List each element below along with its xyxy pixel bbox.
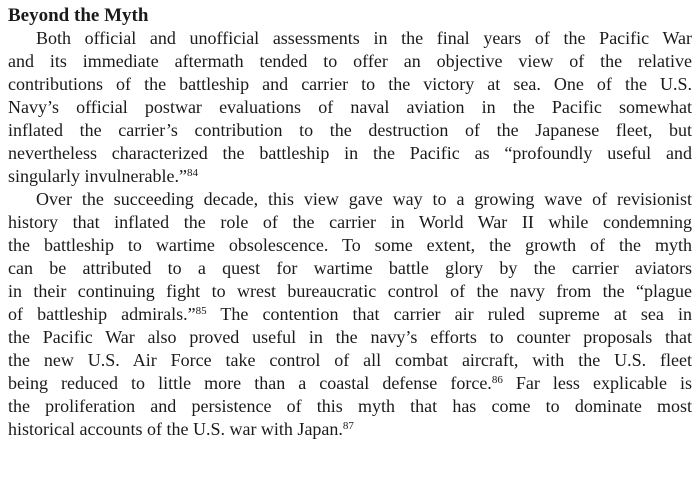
paragraph-1-line: Both official and unofficial assessments in the final years of the Pacific War (36, 28, 692, 48)
footnote-marker-87: 87 (342, 420, 354, 432)
paragraph-2-text: The contention that carrier air ruled supreme at sea in (206, 304, 692, 324)
paragraph-2-text: being reduced to little more than a coastal defense force. (8, 373, 492, 393)
paragraph-1-line: inflated the carrier’s contribution to the destruction of the Japanese fleet, but (8, 120, 692, 140)
paragraph-2-last-line (8, 418, 692, 441)
paragraph-1-text: singularly invulnerable.” (8, 166, 187, 186)
document-page (8, 4, 692, 441)
footnote-marker-84: 84 (186, 167, 198, 179)
paragraph-1-line: and its immediate aftermath tended to offer an objective view of the relative (8, 51, 692, 71)
paragraph-2-line: Over the succeeding decade, this view gave way to a growing wave of revisionist (36, 189, 692, 209)
paragraph-2-line: in their continuing fight to wrest bureaucratic control of the navy from the “plague (8, 281, 692, 301)
paragraph-2-line: the Pacific War also proved useful in the navy’s efforts to counter proposals that (8, 327, 692, 347)
footnote-marker-86: 86 (491, 374, 503, 386)
paragraph-1 (8, 27, 692, 188)
paragraph-2-line: history that inflated the role of the carrier in World War II while condemning (8, 212, 692, 232)
paragraph-2-line: the battleship to wartime obsolescence. To some extent, the growth of the myth (8, 235, 692, 255)
section-heading: Beyond the Myth (8, 5, 149, 26)
paragraph-2-line (8, 372, 692, 395)
paragraph-2-text: historical accounts of the U.S. war with Japan. (8, 419, 343, 439)
paragraph-1-line: Navy’s official postwar evaluations of naval aviation in the Pacific somewhat (8, 97, 692, 117)
paragraph-2-line (8, 303, 692, 326)
paragraph-2-line: the proliferation and persistence of this myth that has come to dominate most (8, 396, 692, 416)
footnote-marker-85: 85 (195, 305, 207, 317)
paragraph-2-line: the new U.S. Air Force take control of all combat aircraft, with the U.S. fleet (8, 350, 692, 370)
paragraph-1-line: nevertheless characterized the battleship in the Pacific as “profoundly useful and (8, 143, 692, 163)
paragraph-2-text: Far less explicable is (502, 373, 692, 393)
paragraph-2-line: can be attributed to a quest for wartime battle glory by the carrier aviators (8, 258, 692, 278)
paragraph-2 (8, 188, 692, 441)
paragraph-1-line: contributions of the battleship and carrier to the victory at sea. One of the U.S. (8, 74, 692, 94)
paragraph-1-last-line (8, 165, 692, 188)
paragraph-2-text: of battleship admirals.” (8, 304, 196, 324)
